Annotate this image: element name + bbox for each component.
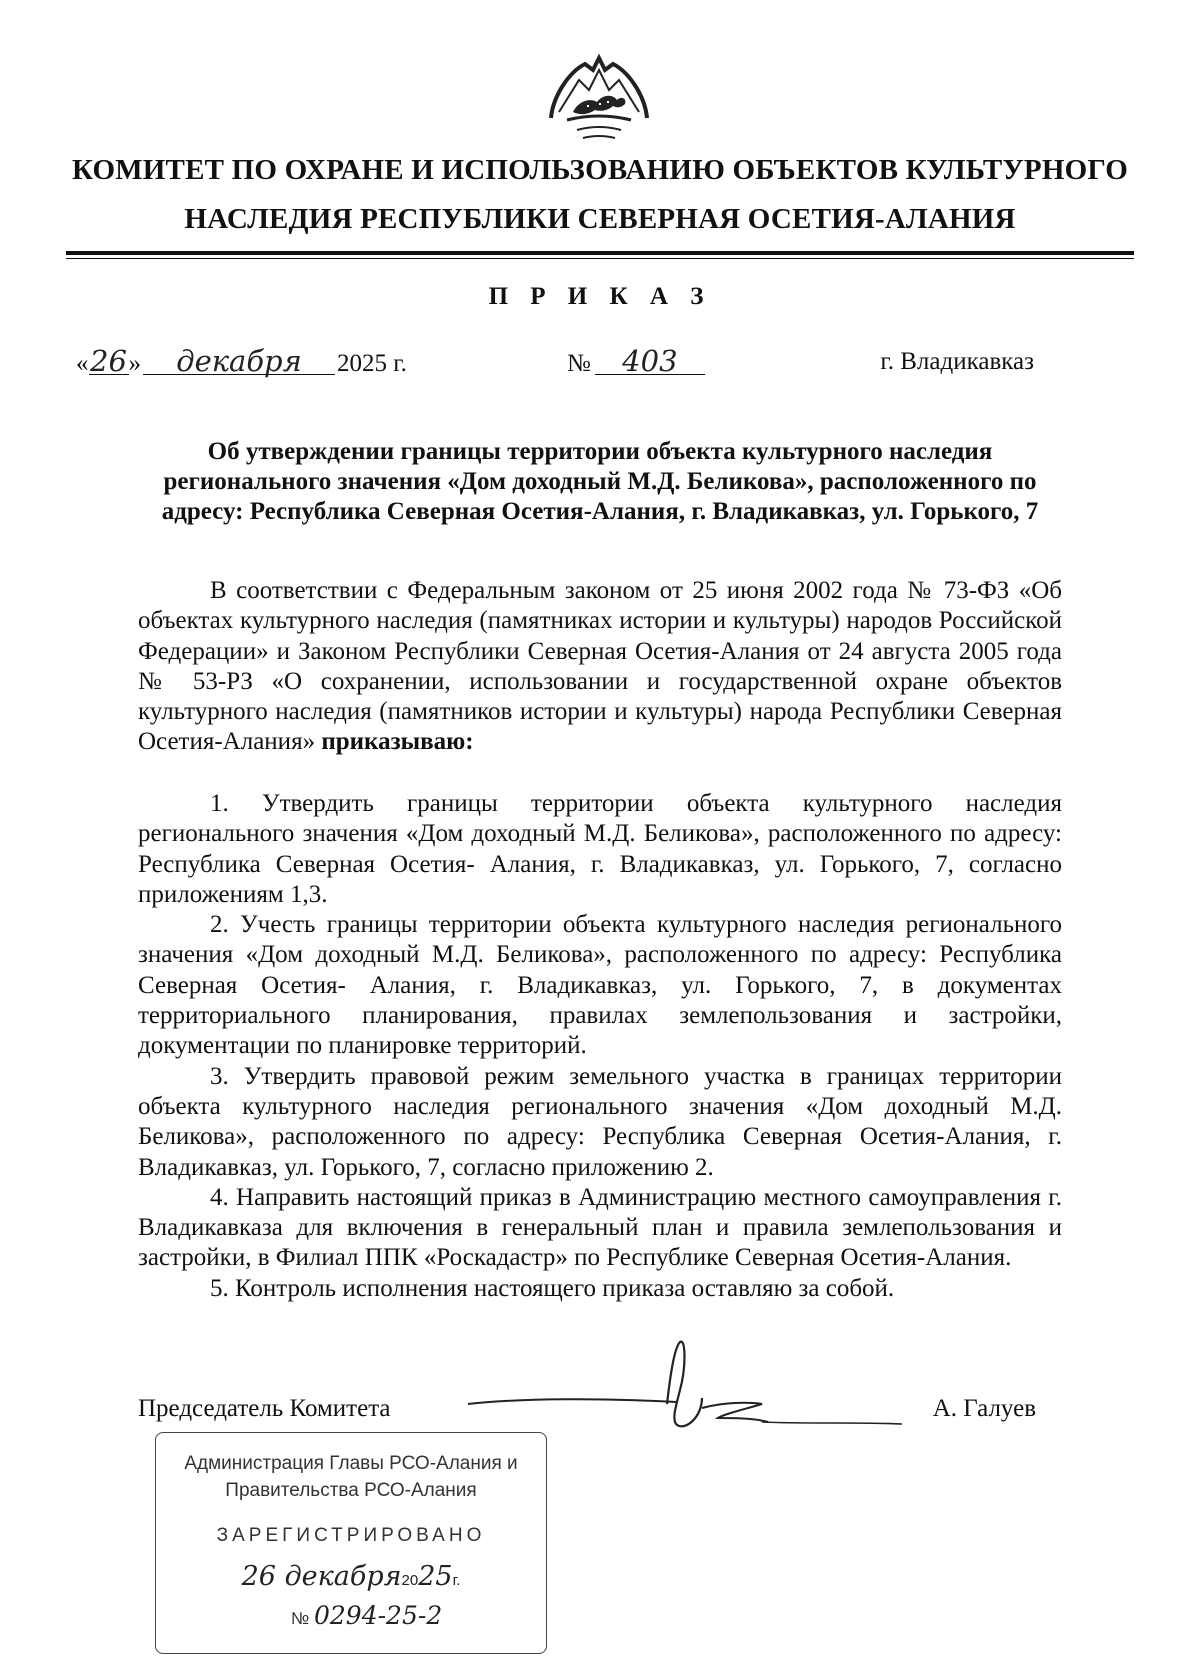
list-item: 2. Учесть границы территории объекта культурного наследия регионального значения «Дом доходный М.Д. Беликова», расположенного по адресу: Республика Северная Осетия- Алания, г. Владикавказ, ул. Горького, 7, в документах территориального планирования, правилах землепользования и застройки, документации по планировке территорий. (138, 911, 1062, 1060)
number-label: № (567, 350, 591, 377)
registration-stamp (155, 1432, 547, 1654)
stamp-registration-number (291, 1601, 442, 1630)
date-year: 2025 г. (337, 350, 407, 377)
stamp-authority-line-1: Администрация Главы РСО-Алания и (184, 1453, 518, 1474)
list-item: 1. Утвердить границы территории объекта культурного наследия регионального значения «Дом доходный М.Д. Беликова», расположенного по адресу: Республика Северная Осетия- Алания, г. Владикавказ, ул. Горького, 7, согласно приложениям 1,3. (138, 790, 1062, 908)
list-item: 4. Направить настоящий приказ в Администрацию местного самоуправления г. Владикавказа для включения в генеральный план и правила землепользования и застройки, в Филиал ППК «Роскадастр» по Республике Северная Осетия-Алания. (138, 1183, 1062, 1272)
stamp-authority-line-2: Правительства РСО-Алания (225, 1480, 477, 1501)
document-type: П Р И К А З (488, 283, 712, 310)
stamp-number-label: № (291, 1609, 310, 1628)
emblem-base (577, 127, 621, 138)
list-item: 3. Утвердить правовой режим земельного участка в границах территории объекта культурного наследия регионального значения «Дом доходный М.Д. Беликова», расположенного по адресу: Республика Северная Осетия-Алания, г. Владикавказ, ул. Горького, 7, согласно приложению 2. (138, 1062, 1062, 1181)
date-close-quote: » (128, 350, 141, 377)
order-date (76, 344, 407, 378)
date-month: декабря (143, 348, 335, 375)
header-rule-thin (66, 258, 1134, 259)
date-open-quote: « (76, 350, 89, 377)
signer-name: А. Галуев (932, 1395, 1036, 1422)
preamble-text: В соответствии с Федеральным законом от 25 июня 2002 года № 73-ФЗ «Об объектах культурного наследия (памятниках истории и культуры) народов Российской Федерации» и Законом Республики Северная Осетия-Алания от 24 августа 2005 года № 53-РЗ «О сохранении, использовании и государственной охране объектов культурного наследия (памятников истории и культуры) народа Республики Северная Осетия-Алания» (138, 577, 1062, 756)
stamp-registration-date (156, 1561, 546, 1592)
organization-name-line-1: КОМИТЕТ ПО ОХРАНЕ И ИСПОЛЬЗОВАНИЮ ОБЪЕКТОВ КУЛЬТУРНОГО (71, 154, 1129, 186)
date-day: 26 (90, 344, 127, 378)
stamp-registered-label: ЗАРЕГИСТРИРОВАНО (216, 1525, 486, 1546)
order-number (567, 344, 705, 378)
stamp-date-day: 26 (241, 1561, 276, 1592)
emblem-ground (567, 116, 631, 120)
city: г. Владикавказ (880, 348, 1034, 375)
preamble-directive: приказываю: (321, 728, 474, 756)
list-item: 5. Контроль исполнения настоящего приказа оставляю за собой. (210, 1274, 895, 1302)
preamble (138, 576, 1062, 758)
order-items (138, 789, 1062, 1304)
number-value: 403 (595, 348, 705, 375)
coat-of-arms-emblem (547, 50, 651, 146)
stamp-date-year: 25 (418, 1561, 453, 1592)
header-rule-thick (66, 251, 1134, 255)
signer-title: Председатель Комитета (138, 1395, 391, 1422)
order-title: Об утверждении границы территории объекта культурного наследия регионального значения «Дом доходный М.Д. Беликова», расположенного по адресу: Республика Северная Осетия-Алания, г. Владикавказ, ул. Горького, 7 (161, 438, 1039, 525)
stamp-number-value: 0294-25-2 (313, 1601, 443, 1630)
stamp-date-month: декабря (284, 1561, 402, 1592)
stamp-date-year-prefix: 20 (401, 1572, 419, 1589)
stamp-date-suffix: г. (452, 1572, 461, 1589)
organization-name-line-2: НАСЛЕДИЯ РЕСПУБЛИКИ СЕВЕРНАЯ ОСЕТИЯ-АЛАНИЯ (184, 203, 1016, 235)
